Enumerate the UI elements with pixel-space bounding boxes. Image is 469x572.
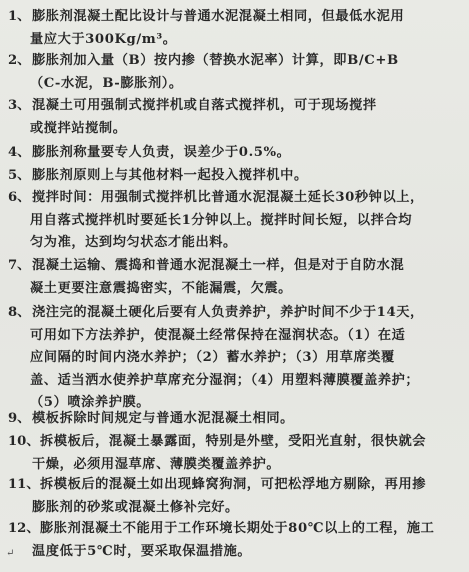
item-text: 盖、适当洒水使养护草席充分湿润；（4）用塑料薄膜覆盖养护； — [30, 372, 420, 388]
list-item — [8, 165, 460, 188]
item-number: 4、 — [8, 145, 31, 160]
item-text: 混凝土可用强制式搅拌机或自落式搅拌机，可于现场搅拌 — [32, 98, 377, 113]
paragraph-mark-icon: ↵ — [6, 548, 15, 559]
item-text: （5）喷涂养护膜。 — [30, 395, 151, 410]
item-number: 8、 — [8, 305, 31, 320]
list-item — [8, 6, 460, 51]
item-number: 1、 — [8, 9, 31, 24]
item-text: 混凝土运输、震捣和普通水泥混凝土一样，但是对于自防水混 — [32, 258, 405, 273]
list-item — [8, 255, 460, 300]
list-item — [8, 518, 460, 563]
list-item — [8, 95, 460, 140]
item-number: 3、 — [8, 98, 31, 113]
item-text: 膨胀剂混凝土配比设计与普通水泥混凝土相同，但最低水泥用 — [32, 9, 405, 24]
item-number: 2、 — [8, 53, 31, 68]
item-text: 凝土更要注意震捣密实，不能漏震，欠震。 — [30, 280, 292, 296]
list-item — [8, 408, 460, 431]
item-text: 温度低于5℃时，要采取保温措施。 — [32, 543, 252, 559]
item-text: 浇注完的混凝土硬化后要有人负责养护，养护时间不少于14天， — [32, 305, 424, 320]
item-text: 膨胀剂的砂浆或混凝土修补完好。 — [32, 499, 239, 515]
item-text: 膨胀剂混凝土不能用于工作环境长期处于80℃以上的工程，施工 — [40, 521, 435, 536]
list-item — [8, 50, 460, 95]
item-number: 10、 — [8, 434, 40, 449]
item-text: 拆模板后，混凝土暴露面，特别是外壁，受阳光直射，很快就会 — [40, 434, 427, 449]
item-number: 12、 — [8, 521, 40, 536]
item-number: 11、 — [8, 477, 40, 492]
list-item — [8, 431, 460, 476]
item-text: 搅拌时间：用强制式搅拌机比普通水泥混凝土延长30秒钟以上， — [32, 190, 424, 205]
item-text: 膨胀剂原则上与其他材料一起投入搅拌机中。 — [32, 168, 308, 183]
item-text: 用自落式搅拌机时要延长1分钟以上。搅拌时间长短，以拌合均 — [30, 212, 413, 228]
item-text: 模板拆除时间规定与普通水泥混凝土相同。 — [32, 411, 294, 426]
item-number: 7、 — [8, 258, 31, 273]
list-item — [8, 302, 460, 415]
item-text: 或搅拌站搅制。 — [30, 120, 127, 136]
item-text: 膨胀剂称量要专人负责，误差少于0.5%。 — [32, 145, 291, 160]
list-item — [8, 142, 460, 165]
item-number: 6、 — [8, 190, 31, 205]
item-text: 应间隔的时间内浇水养护；（2）蓄水养护；（3）用草席类覆 — [30, 350, 395, 365]
item-number: 5、 — [8, 168, 31, 183]
item-text: 匀为准，达到均匀状态才能出料。 — [30, 235, 237, 250]
item-text: 拆模板后的混凝土如出现蜂窝狗洞，可把松浮地方剔除，再用掺 — [40, 477, 427, 492]
item-number: 9、 — [8, 411, 31, 426]
item-text: 干燥，必须用湿草席、薄膜类覆盖养护。 — [32, 456, 281, 472]
item-text: 可用如下方法养护，使混凝土经常保持在湿润状态。（1）在适 — [30, 327, 406, 343]
list-item — [8, 474, 460, 519]
item-text: （C-水泥，B-膨胀剂）。 — [30, 75, 183, 91]
list-item — [8, 187, 460, 255]
item-text: 量应大于300Kg/m³。 — [30, 31, 177, 47]
item-text: 膨胀剂加入量（B）按内掺（替换水泥率）计算，即B/C+B — [32, 53, 399, 68]
